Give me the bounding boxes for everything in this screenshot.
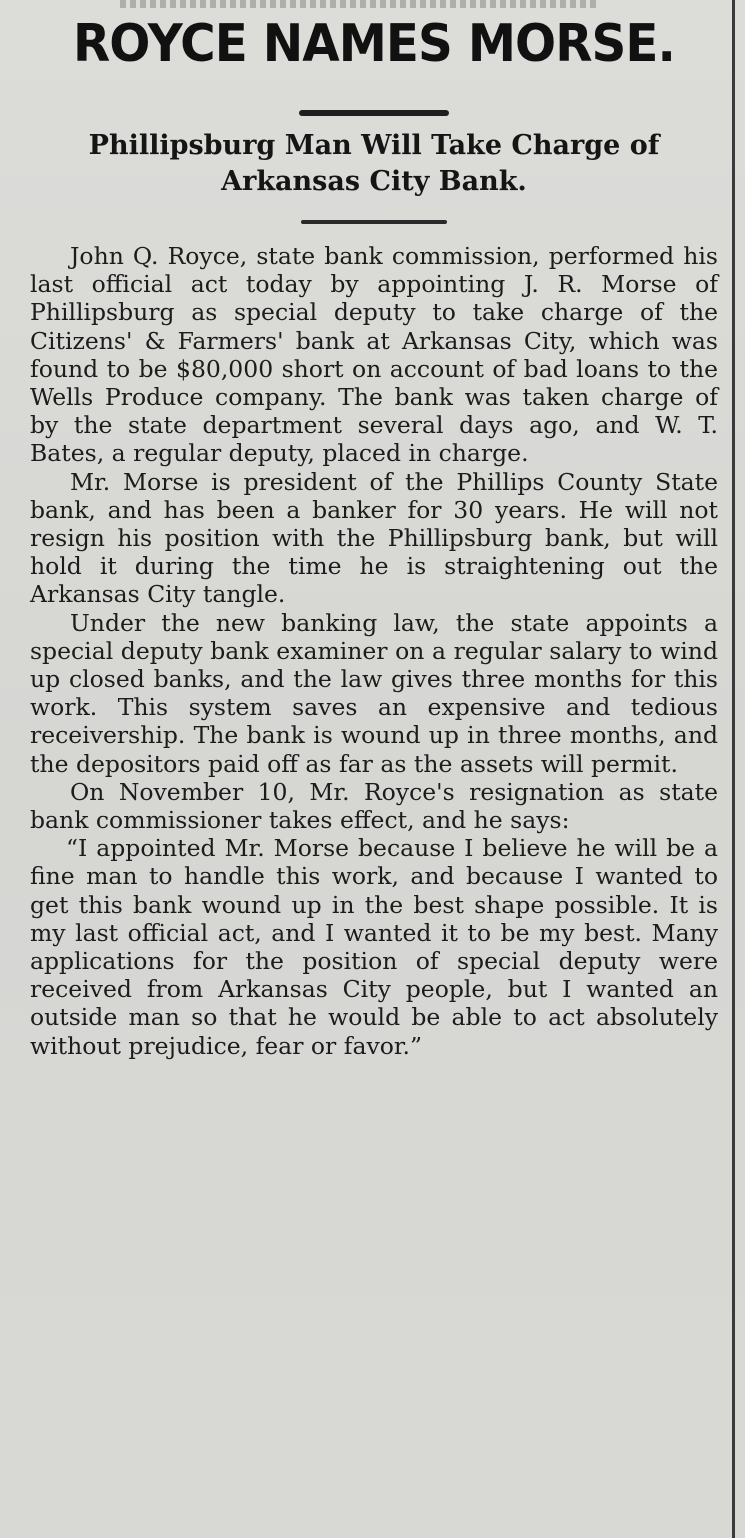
article-paragraph: Mr. Morse is president of the Phillips County State bank, and has been a banker for 30 years. He will not resign his position with the Phillipsburg bank, but will hold it during the time he is straightening out the Arkansas City tangle.	[30, 467, 718, 609]
article-quote-paragraph: “I appointed Mr. Morse because I believe he will be a fine man to handle this work, and because I wanted to get this bank wound up in the best shape possible. It is my last official act, and I wanted it to be my best. Many applications for the position of special deputy were received from Arkansas City people, but I wanted an outside man so that he would be able to act absolutely without prejudice, fear or favor.”	[30, 834, 718, 1060]
column-rule	[732, 0, 735, 1538]
article-headline: ROYCE NAMES MORSE.	[72, 14, 675, 74]
subhead-divider	[301, 220, 447, 224]
article-paragraph: Under the new banking law, the state appoints a special deputy bank examiner on a regular salary to wind up closed banks, and the law gives three months for this work. This system saves an expensive and tedious receivership. The bank is wound up in three months, and the depositors paid off as far as the assets will permit.	[30, 608, 718, 778]
article-paragraph: On November 10, Mr. Royce's resignation as state bank commissioner takes effect, and he says:	[30, 777, 718, 835]
news-article	[30, 0, 718, 1060]
article-paragraph: John Q. Royce, state bank commission, performed his last official act today by appointing J. R. Morse of Phillipsburg as special deputy to take charge of the Citizens' & Farmers' bank at Arkansas City, which was found to be $80,000 short on account of bad loans to the Wells Produce company. The bank was taken charge of by the state department several days ago, and W. T. Bates, a regular deputy, placed in charge.	[30, 242, 718, 468]
article-body	[30, 242, 718, 1060]
headline-divider	[299, 110, 449, 116]
article-subheadline: Phillipsburg Man Will Take Charge of Arkansas City Bank.	[88, 130, 660, 197]
